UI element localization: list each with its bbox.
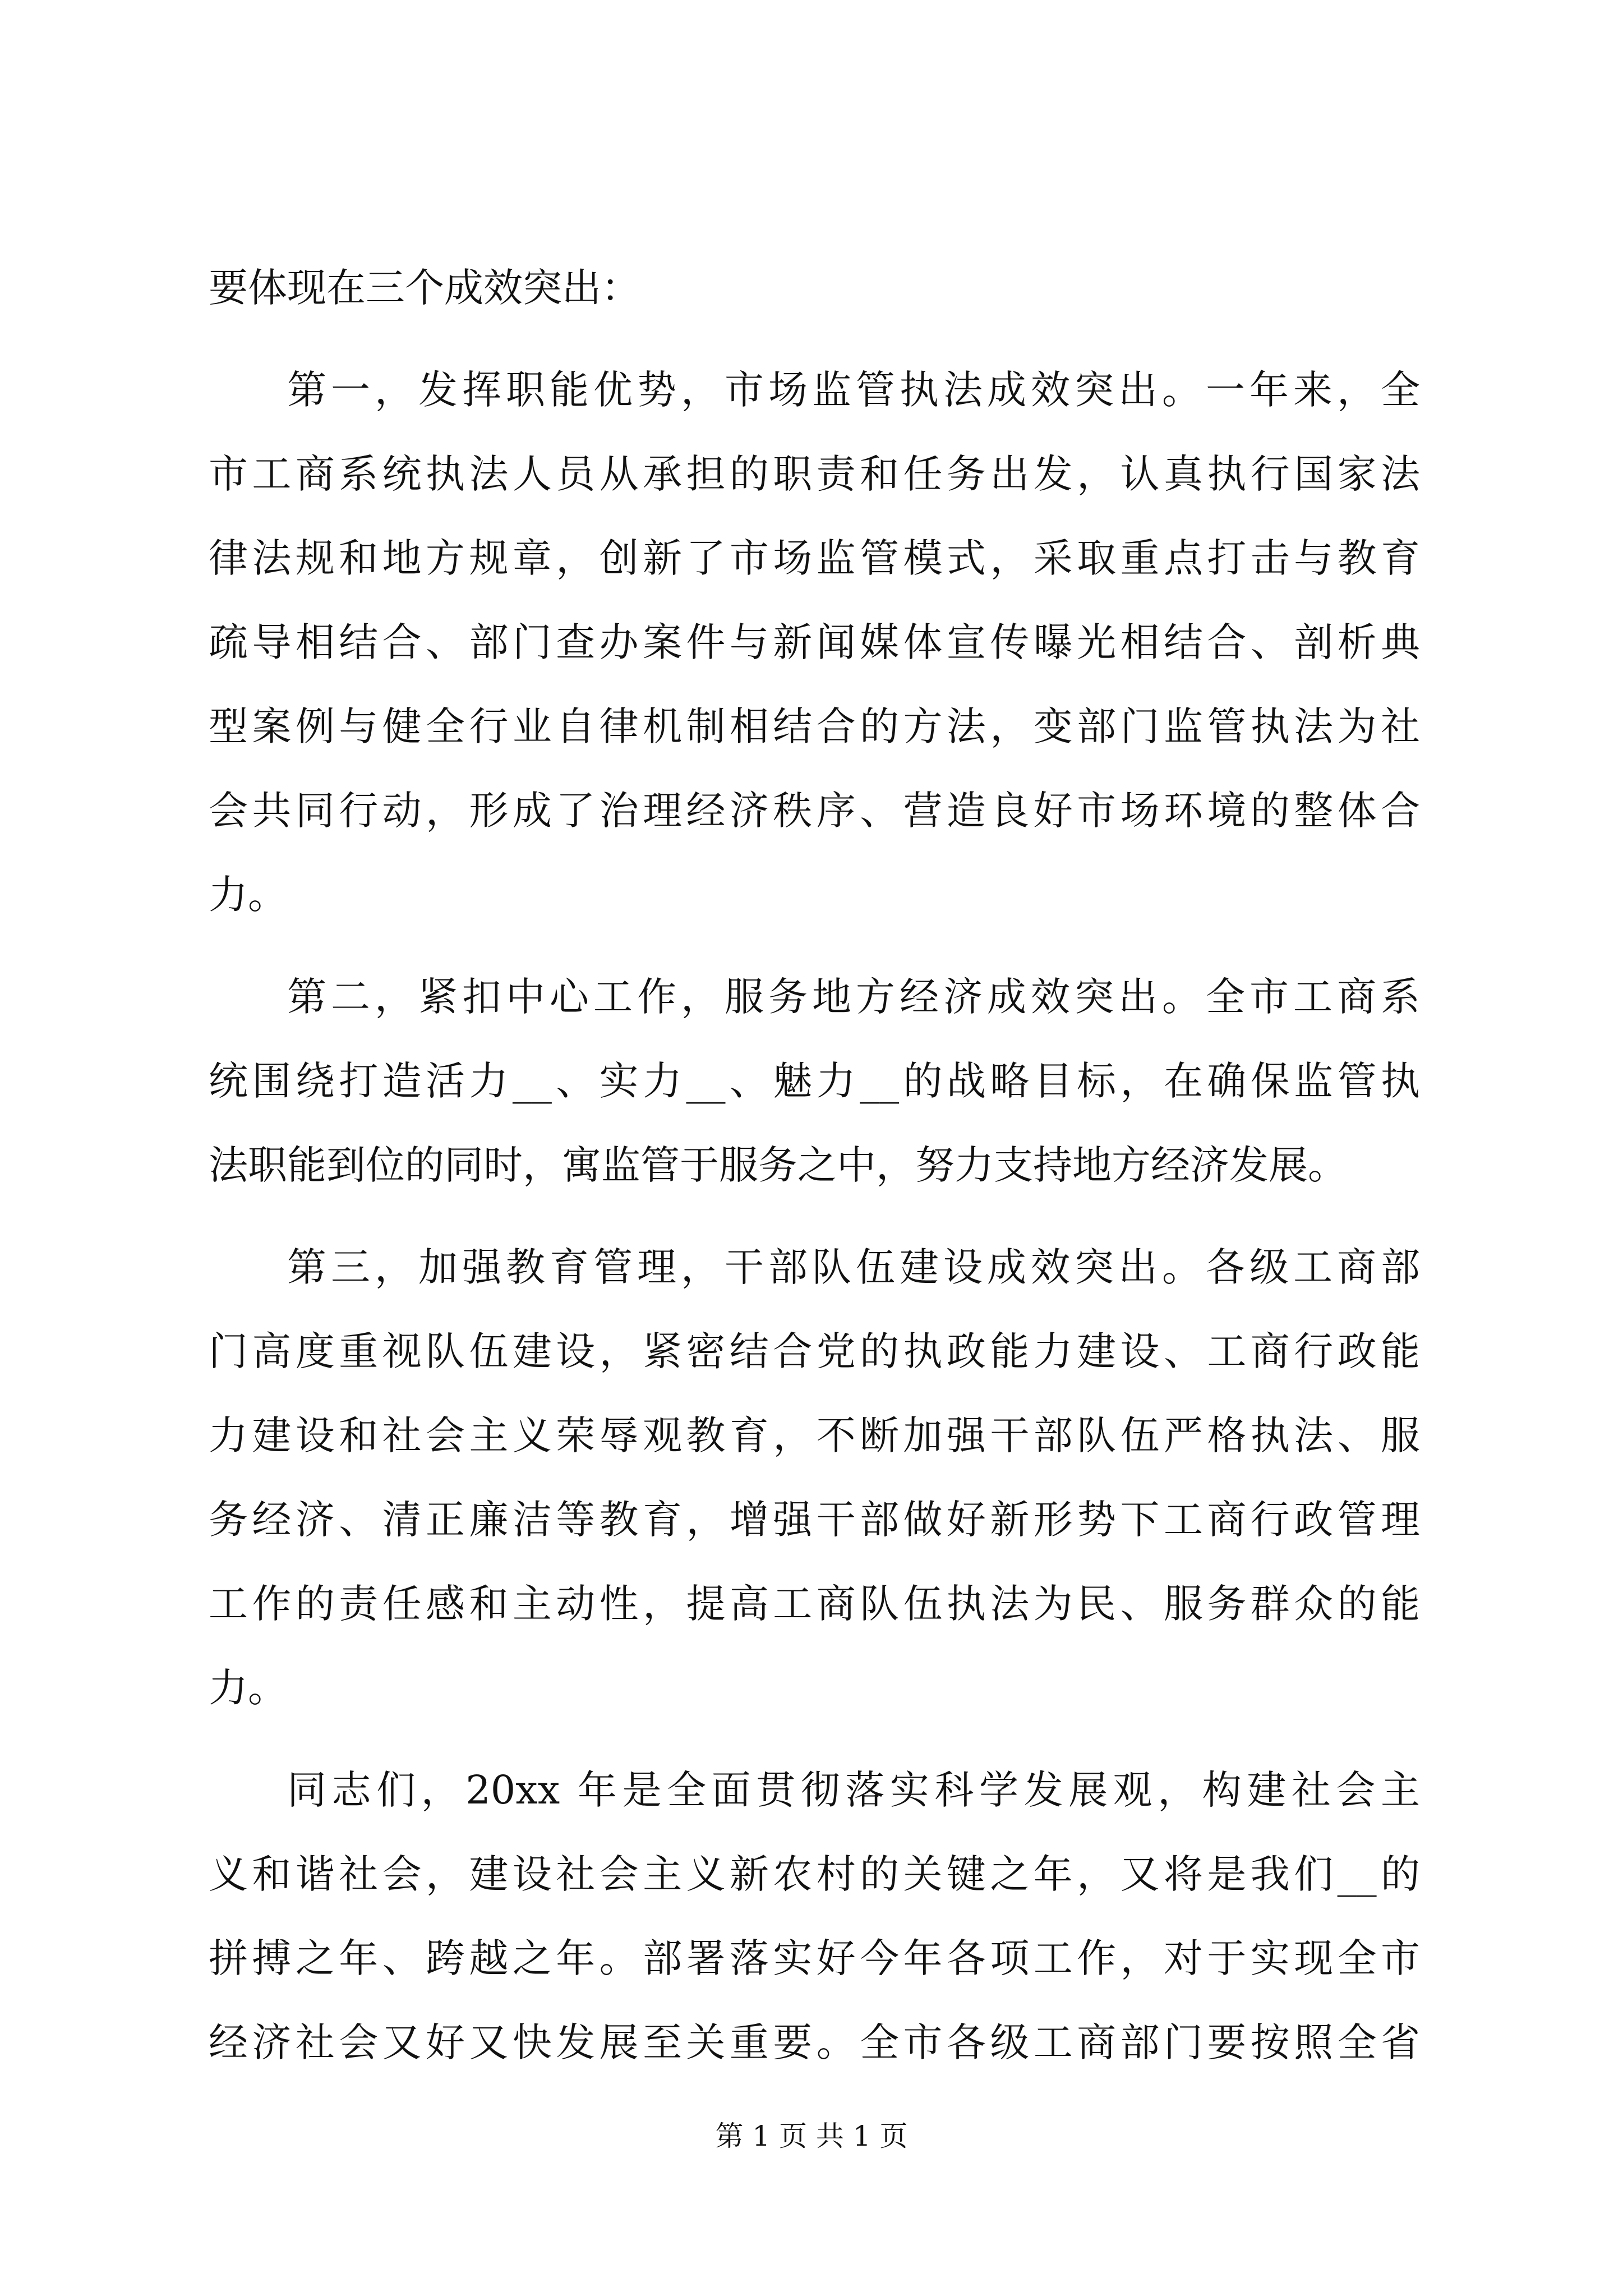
page-footer: 第 1 页 共 1 页 <box>715 2120 908 2152</box>
text-line: 统围绕打造活力__、实力__、魅力__的战略目标，在确保监管执 <box>209 1058 1420 1104</box>
text-line: 义和谐社会，建设社会主义新农村的关键之年，又将是我们__的 <box>209 1851 1420 1897</box>
text-line: 型案例与健全行业自律机制相结合的方法，变部门监管执法为社 <box>209 703 1420 749</box>
text-line: 同志们，20xx 年是全面贯彻落实科学发展观，构建社会主 <box>287 1767 1420 1813</box>
text-line: 市工商系统执法人员从承担的职责和任务出发，认真执行国家法 <box>209 451 1420 497</box>
paragraph-comrades <box>209 1748 1420 2085</box>
text-line: 法职能到位的同时，寓监管于服务之中，努力支持地方经济发展。 <box>209 1142 1347 1188</box>
paragraph-first <box>209 348 1420 937</box>
text-line: 力。 <box>209 1665 287 1711</box>
text-line: 要体现在三个成效突出： <box>209 265 640 311</box>
text-line: 疏导相结合、部门查办案件与新闻媒体宣传曝光相结合、剖析典 <box>209 619 1420 665</box>
text-line: 第二，紧扣中心工作，服务地方经济成效突出。全市工商系 <box>287 974 1420 1020</box>
text-line: 经济社会又好又快发展至关重要。全市各级工商部门要按照全省 <box>209 2019 1420 2065</box>
document-body <box>209 246 1420 2085</box>
text-line: 第一，发挥职能优势，市场监管执法成效突出。一年来，全 <box>287 367 1420 413</box>
text-line: 工作的责任感和主动性，提高工商队伍执法为民、服务群众的能 <box>209 1581 1420 1627</box>
text-line: 力建设和社会主义荣辱观教育，不断加强干部队伍严格执法、服 <box>209 1412 1420 1458</box>
paragraph-second <box>209 955 1420 1207</box>
text-line: 会共同行动，形成了治理经济秩序、营造良好市场环境的整体合 <box>209 788 1420 834</box>
text-line: 拼搏之年、跨越之年。部署落实好今年各项工作，对于实现全市 <box>209 1935 1420 1981</box>
paragraph-intro <box>209 246 1420 330</box>
text-line: 第三，加强教育管理，干部队伍建设成效突出。各级工商部 <box>287 1244 1420 1290</box>
text-line: 力。 <box>209 872 287 918</box>
text-line: 律法规和地方规章，创新了市场监管模式，采取重点打击与教育 <box>209 535 1420 581</box>
text-line: 门高度重视队伍建设，紧密结合党的执政能力建设、工商行政能 <box>209 1328 1420 1374</box>
text-line: 务经济、清正廉洁等教育，增强干部做好新形势下工商行政管理 <box>209 1497 1420 1543</box>
paragraph-third <box>209 1225 1420 1730</box>
